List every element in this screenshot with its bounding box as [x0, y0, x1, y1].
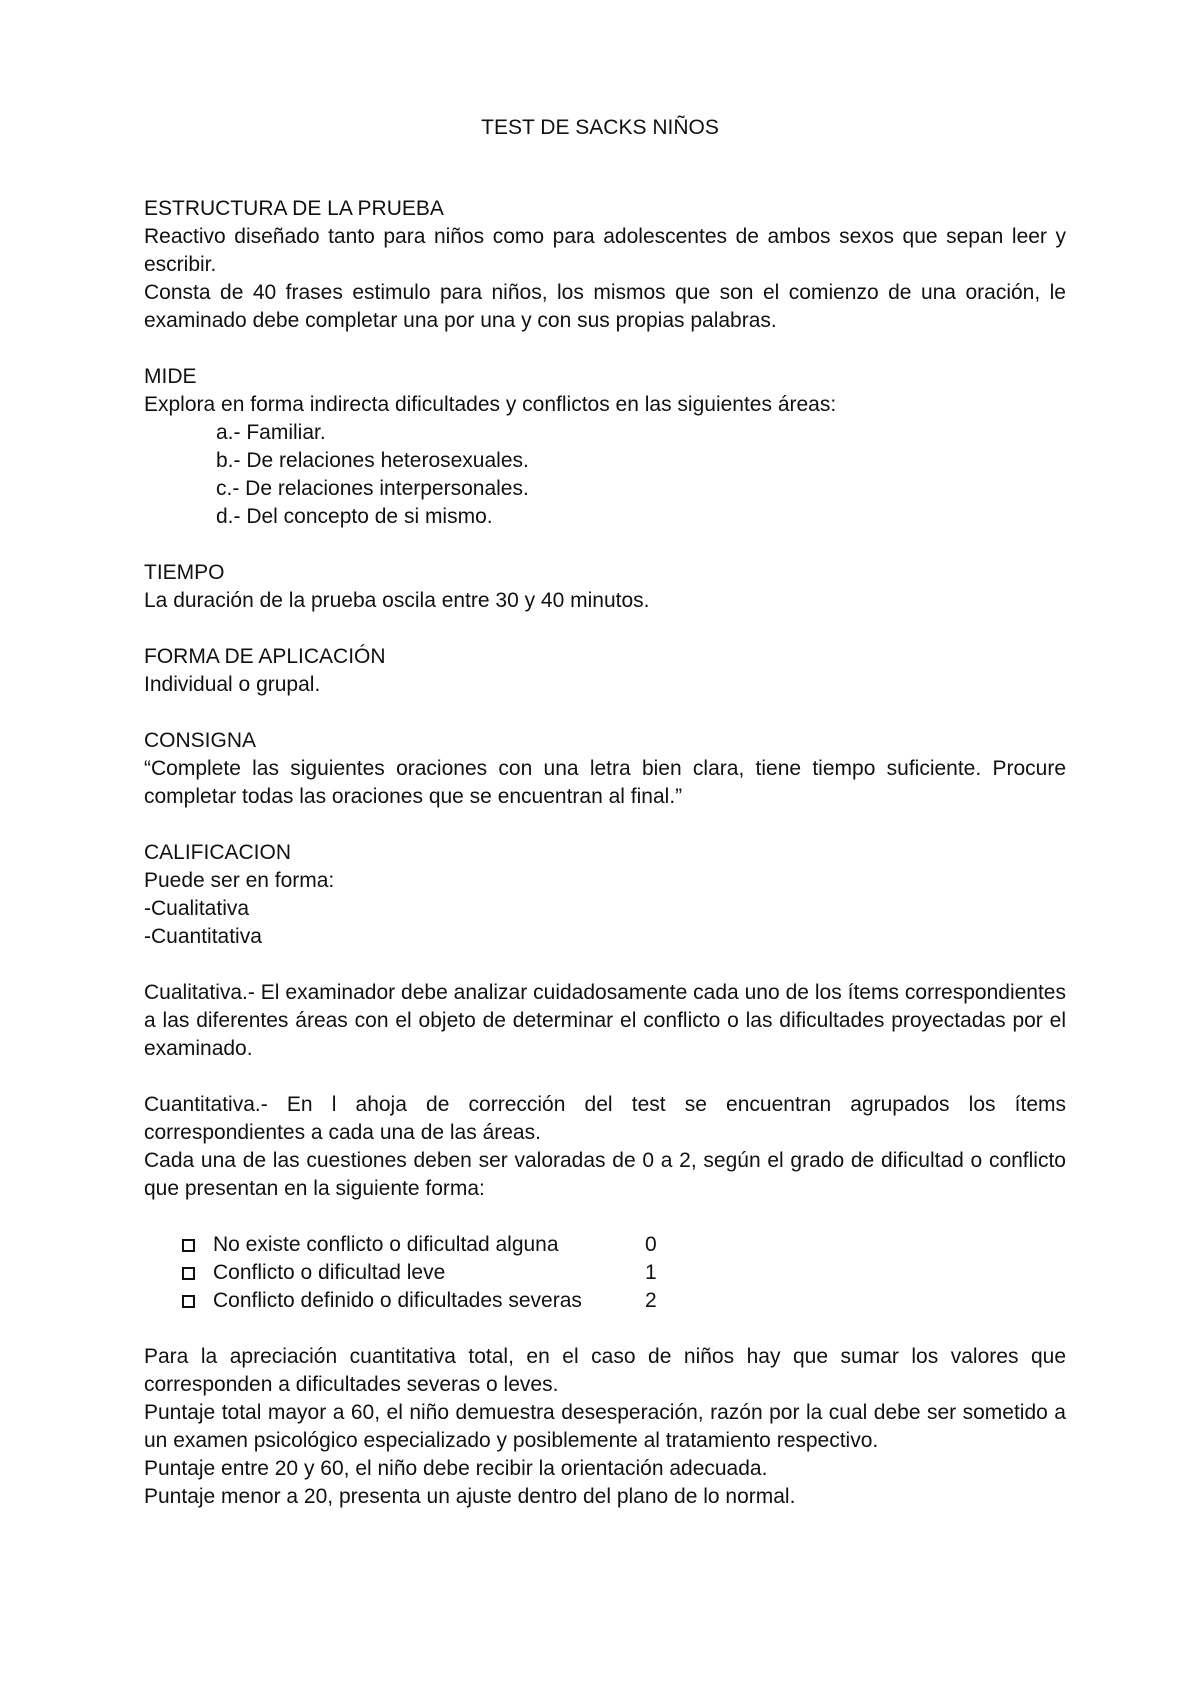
- mide-intro: Explora en forma indirecta dificultades y conflictos en las siguientes áreas:: [144, 393, 837, 416]
- apreciacion-paragraph-3: Puntaje entre 20 y 60, el niño debe recibir la orientación adecuada.: [144, 1457, 768, 1480]
- section-heading-tiempo: TIEMPO: [144, 561, 225, 584]
- estructura-paragraph-1: Reactivo diseñado tanto para niños como para adolescentes de ambos sexos que sepan leer y escribir.: [144, 225, 1066, 276]
- tiempo-text: La duración de la prueba oscila entre 30 y 40 minutos.: [144, 589, 650, 612]
- section-heading-consigna: CONSIGNA: [144, 729, 257, 752]
- section-heading-calificacion: CALIFICACION: [144, 841, 292, 864]
- apreciacion-paragraph-1: Para la apreciación cuantitativa total, en el caso de niños hay que sumar los valores que corresponden a dificultades severas o leves.: [144, 1345, 1066, 1396]
- checkbox-square-icon: [182, 1239, 195, 1252]
- section-heading-mide: MIDE: [144, 365, 197, 388]
- document-body: [144, 195, 1066, 1511]
- score-list: [144, 1231, 1066, 1315]
- apreciacion-paragraph-2: Puntaje total mayor a 60, el niño demuestra desesperación, razón por la cual debe ser sometido a un examen psicológico especializado y posiblemente al tratamiento respectivo.: [144, 1401, 1066, 1452]
- score-label: Conflicto definido o dificultades severas: [213, 1289, 582, 1312]
- section-heading-forma: FORMA DE APLICACIÓN: [144, 645, 386, 668]
- mide-list-item: b.- De relaciones heterosexuales.: [216, 449, 529, 472]
- score-value: 2: [645, 1289, 657, 1312]
- calificacion-line: -Cuantitativa: [144, 925, 262, 948]
- score-row: [182, 1231, 1066, 1259]
- calificacion-line: -Cualitativa: [144, 897, 250, 920]
- score-value: 0: [645, 1233, 657, 1256]
- score-row: [182, 1259, 1066, 1287]
- mide-list-item: c.- De relaciones interpersonales.: [216, 477, 529, 500]
- document-title: TEST DE SACKS NIÑOS: [481, 116, 719, 139]
- apreciacion-paragraph-4: Puntaje menor a 20, presenta un ajuste dentro del plano de lo normal.: [144, 1485, 796, 1508]
- cuantitativa-paragraph-2: Cada una de las cuestiones deben ser valoradas de 0 a 2, según el grado de dificultad o conflicto que presentan en la siguiente forma:: [144, 1149, 1066, 1200]
- checkbox-square-icon: [182, 1267, 195, 1280]
- score-label: Conflicto o dificultad leve: [213, 1261, 446, 1284]
- section-heading-estructura: ESTRUCTURA DE LA PRUEBA: [144, 197, 444, 220]
- mide-list-item: d.- Del concepto de si mismo.: [216, 505, 493, 528]
- calificacion-line: Puede ser en forma:: [144, 869, 335, 892]
- score-label: No existe conflicto o dificultad alguna: [213, 1233, 559, 1256]
- checkbox-square-icon: [182, 1295, 195, 1308]
- estructura-paragraph-2: Consta de 40 frases estimulo para niños, los mismos que son el comienzo de una oración, le examinado debe completar una por una y con sus propias palabras.: [144, 281, 1066, 332]
- score-value: 1: [645, 1261, 657, 1284]
- cualitativa-paragraph: Cualitativa.- El examinador debe analizar cuidadosamente cada uno de los ítems correspondientes a las diferentes áreas con el objeto de determinar el conflicto o las dificultades proyectadas por el examinado.: [144, 981, 1066, 1060]
- consigna-text: “Complete las siguientes oraciones con una letra bien clara, tiene tiempo suficiente. Procure completar todas las oraciones que se encuentran al final.”: [144, 757, 1066, 808]
- forma-text: Individual o grupal.: [144, 673, 321, 696]
- mide-list-item: a.- Familiar.: [216, 421, 326, 444]
- cuantitativa-paragraph-1: Cuantitativa.- En l ahoja de corrección del test se encuentran agrupados los ítems correspondientes a cada una de las áreas.: [144, 1093, 1066, 1144]
- score-row: [182, 1287, 1066, 1315]
- mide-list: [144, 419, 1066, 531]
